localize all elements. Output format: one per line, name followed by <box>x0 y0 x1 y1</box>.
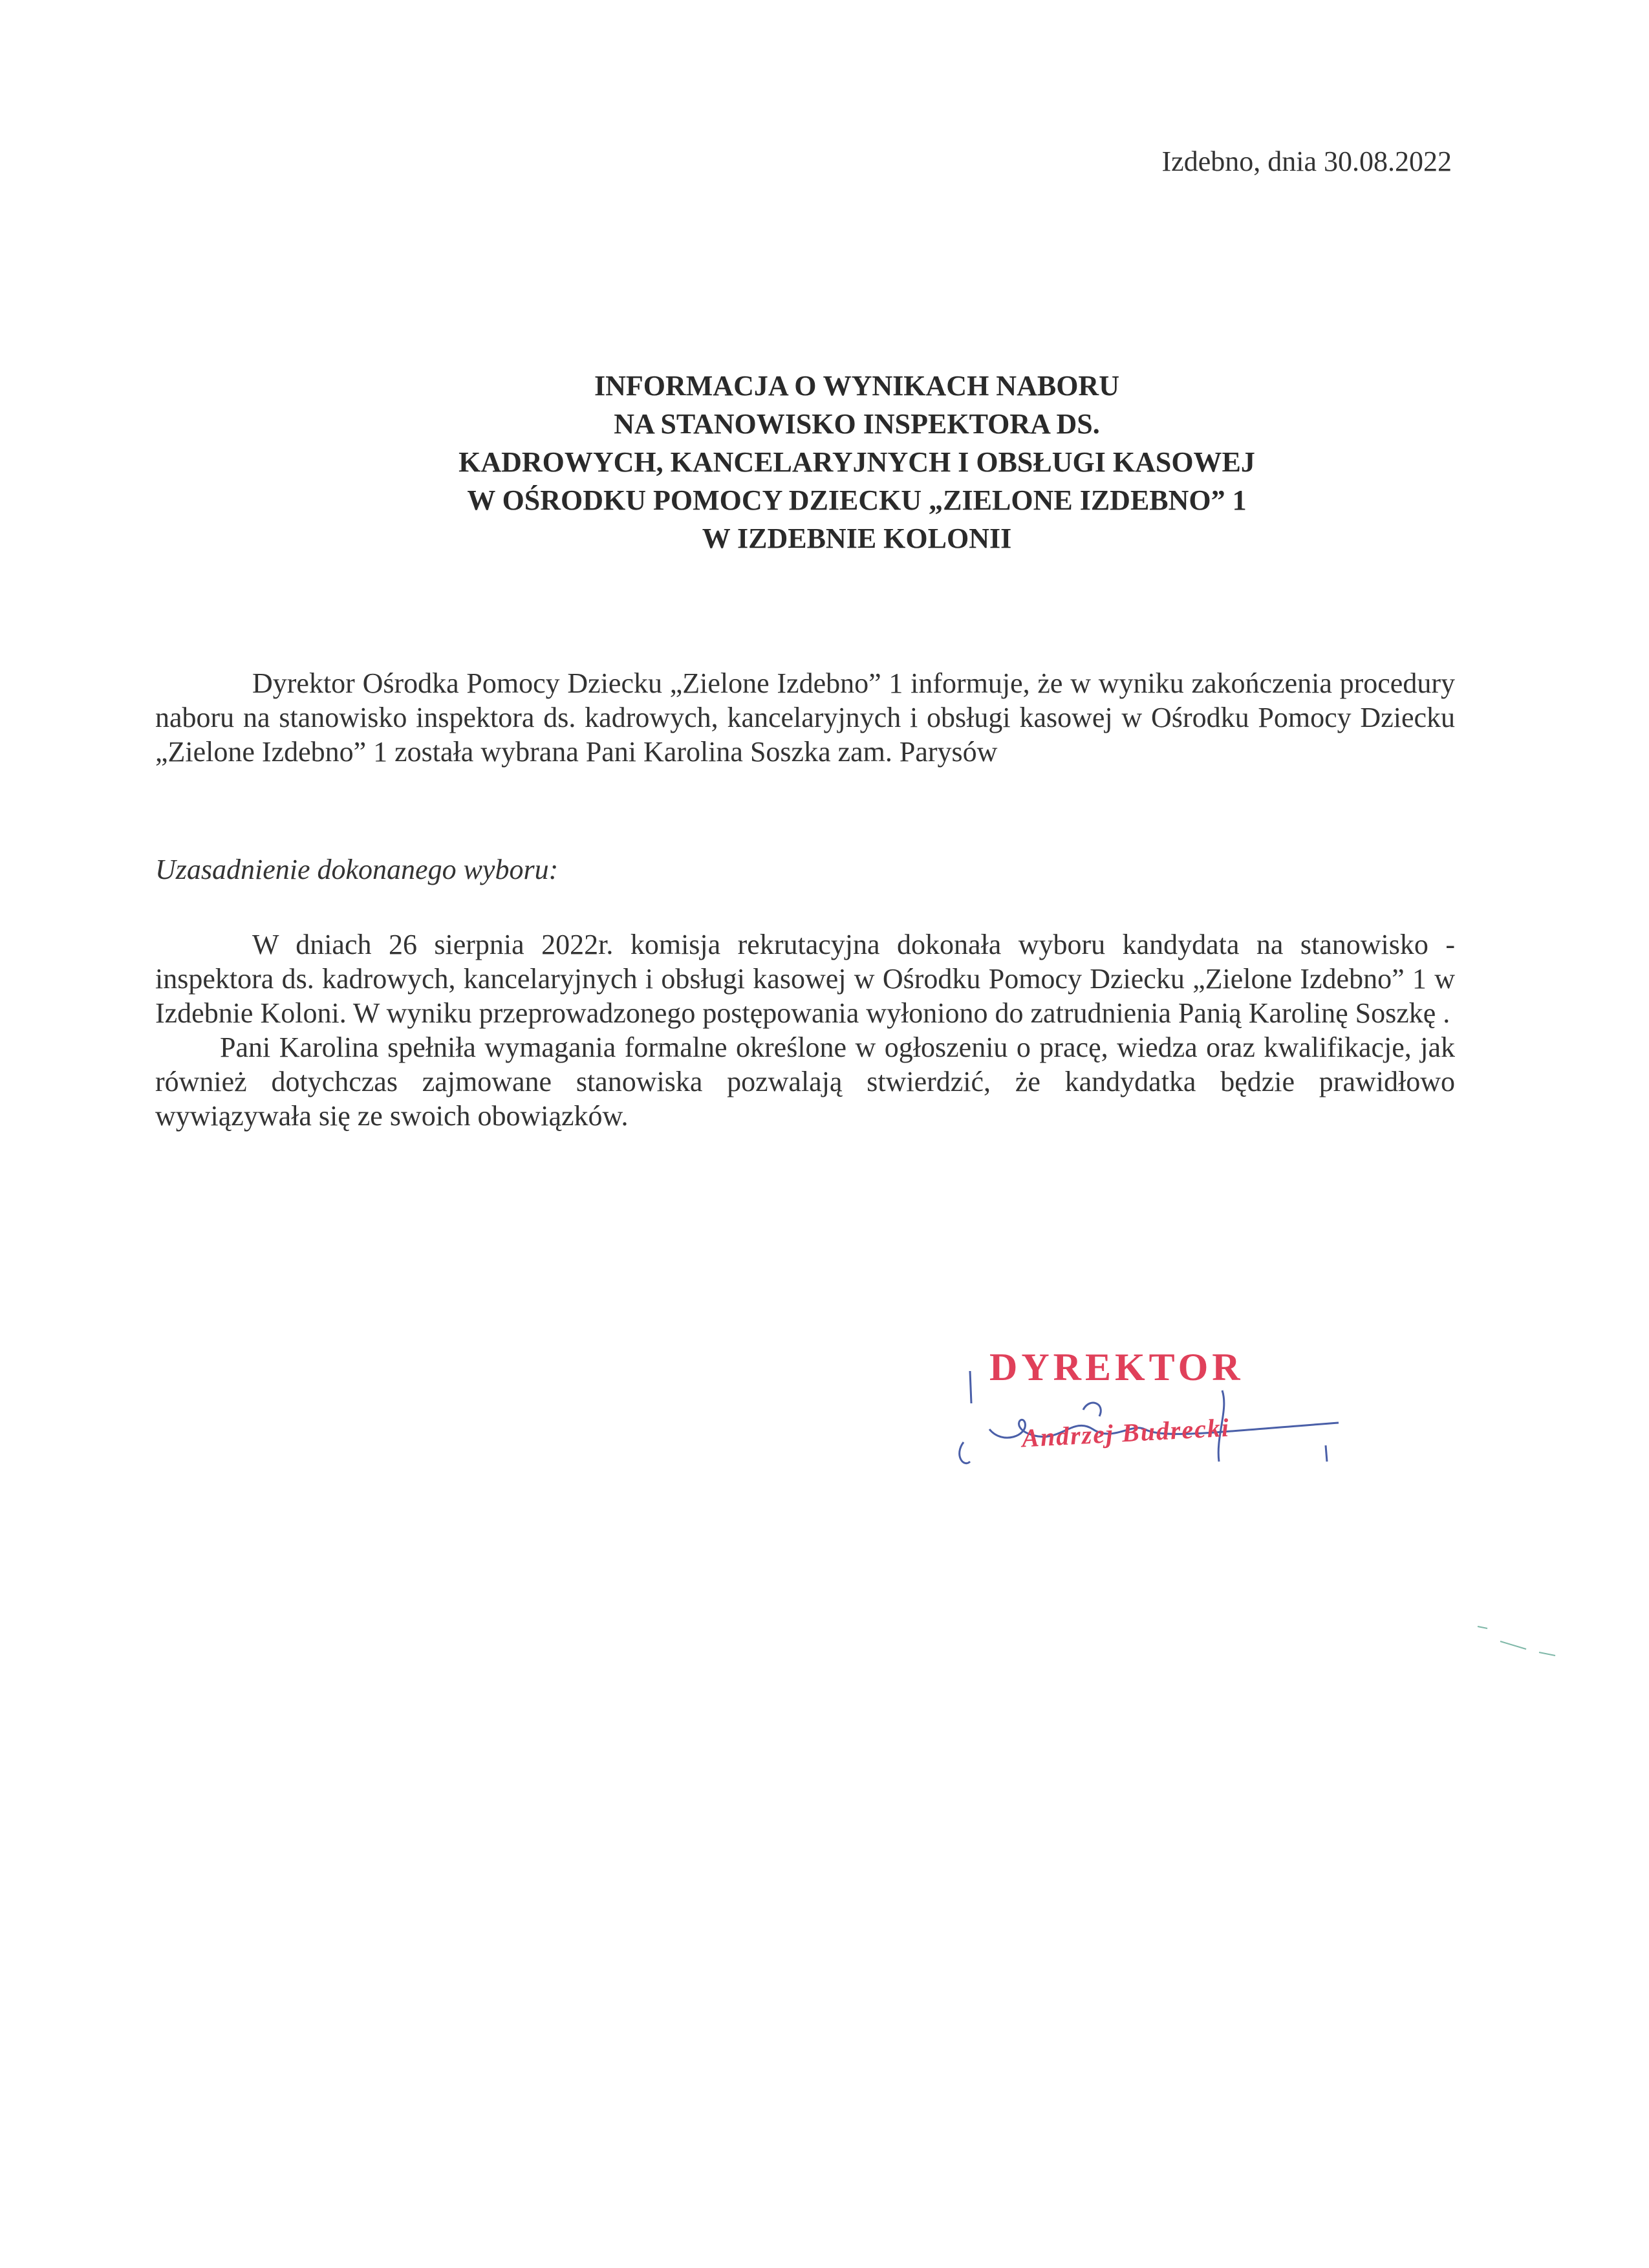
heading-line-4: W OŚRODKU POMOCY DZIECKU „ZIELONE IZDEBNO” 1 <box>467 484 1247 516</box>
document-heading <box>323 367 1390 557</box>
justification-label: Uzasadnienie dokonanego wyboru: <box>155 854 559 885</box>
stamp-name: Andrzej Budrecki <box>1021 1412 1231 1453</box>
director-stamp <box>951 1332 1364 1494</box>
justification-paragraph: W dniach 26 sierpnia 2022r. komisja rekrutacyjna dokonała wyboru kandydata na stanowisko - inspektora ds. kadrowych, kancelaryjnych i obsługi kasowej w Ośrodku Pomocy Dziecku „Zielone Izdebno” 1 w Izdebnie Koloni. W wyniku przeprowadzonego postępowania wyłoniono do zatrudnienia Panią Karolinę Soszkę . <box>155 929 1455 1029</box>
stamp-title: DYREKTOR <box>989 1346 1244 1388</box>
announcement-paragraph: Dyrektor Ośrodka Pomocy Dziecku „Zielone Izdebno” 1 informuje, że w wyniku zakończenia procedury naboru na stanowisko inspektora ds. kadrowych, kancelaryjnych i obsługi kasowej w Ośrodku Pomocy Dziecku „Zielone Izdebno” 1 została wybrana Pani Karolina Soszka zam. Parysów <box>155 667 1455 768</box>
heading-line-2: NA STANOWISKO INSPEKTORA DS. <box>614 408 1100 440</box>
heading-line-3: KADROWYCH, KANCELARYJNYCH I OBSŁUGI KASOWEJ <box>458 446 1255 478</box>
heading-line-5: W IZDEBNIE KOLONII <box>702 523 1012 554</box>
qualification-paragraph: Pani Karolina spełniła wymagania formalne określone w ogłoszeniu o pracę, wiedza oraz kwalifikacje, jak również dotychczas zajmowane stanowiska pozwalają stwierdzić, że kandydatka będzie prawidłowo wywiązywała się ze swoich obowiązków. <box>155 1031 1455 1132</box>
announcement-paragraph-block <box>155 666 1455 769</box>
justification-paragraph-block <box>155 927 1455 1133</box>
heading-line-1: INFORMACJA O WYNIKACH NABORU <box>594 370 1119 402</box>
place-and-date: Izdebno, dnia 30.08.2022 <box>1161 146 1452 177</box>
scan-speck-icon <box>1474 1623 1565 1662</box>
